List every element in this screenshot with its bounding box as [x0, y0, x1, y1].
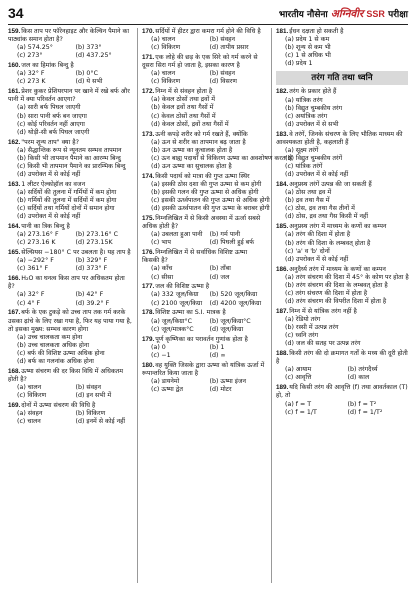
- book-suffix: परीक्षा: [388, 10, 408, 20]
- answer-option: (a) तरंग की दिशा में होता है: [285, 231, 351, 239]
- answer-option: (c) अयांत्रिक तरंग: [285, 112, 328, 120]
- question-number: 166.: [8, 275, 21, 283]
- answer-option: (d) f = 1/T²: [347, 408, 383, 416]
- question-item: [276, 308, 408, 348]
- question-number: 159.: [8, 28, 21, 35]
- answer-option: (b) किसी भी तापमान पैमाने का आरम्भ बिन्दु: [17, 154, 121, 162]
- question-stem: [276, 88, 408, 96]
- answer-option: (c) 273.16 K: [17, 239, 56, 247]
- answer-option: (b) 273.16° C: [75, 231, 118, 239]
- answer-option: (d) उपरोक्त में से कोई नहीं: [17, 213, 81, 221]
- question-item: [8, 28, 132, 60]
- answer-option: (c) f = 1/T: [285, 408, 317, 416]
- answer-option: (a) जूल/किग्रा°C: [151, 317, 193, 325]
- question-number: 164.: [8, 223, 21, 231]
- answer-option: (d) उपरोक्त में से कोई नहीं: [285, 255, 349, 263]
- answer-option: (c) 361° F: [17, 265, 49, 273]
- column-divider: [271, 28, 272, 583]
- answer-option: (a) ऊन से शरीर का तापमान बढ़ जाता है: [151, 138, 246, 146]
- answer-option: (c) विकिरण: [151, 78, 181, 86]
- question-text: प्रेशर कुकर प्रेशियरपान पर खाने में रखे बर्फ और पानी में क्या परिवर्तन आएगा?: [8, 88, 130, 104]
- answer-option: (a) डायनेमो: [151, 377, 180, 385]
- answer-option: (d) 4200 जूल/किग्रा: [209, 299, 262, 307]
- question-text: जल का हिमांक बिन्दु है: [21, 62, 74, 70]
- question-item: [142, 283, 266, 307]
- question-item: [8, 62, 132, 86]
- answer-option: (b) तरंग संचरण की दिशा के लम्बवत् होता है: [285, 281, 388, 289]
- question-number: 163.: [8, 180, 21, 188]
- question-text: एक लोहे की छड़ के एक सिरे को गर्म करने से दूसरा सिरा गर्म हो जाता है, इसका कारण है: [142, 54, 258, 70]
- answer-option: (c) तरंग संचरण की दिशा में होता है: [285, 289, 368, 297]
- question-number: 183.: [276, 130, 289, 138]
- answer-option: (d) 39.2° F: [75, 299, 110, 307]
- answer-options: [142, 180, 270, 213]
- question-number: 189.: [276, 384, 289, 392]
- answer-option: (b) ऊष्मा इंजन: [209, 377, 247, 385]
- answer-option: (b) विद्युत चुम्बकीय तरंगें: [285, 155, 343, 163]
- answer-option: (b) जूल/किग्रा°C: [209, 317, 251, 325]
- question-stem: [142, 131, 266, 139]
- answer-option: (b) उच्च चालकता अधिक होना: [17, 341, 89, 349]
- answer-options: [142, 231, 266, 247]
- question-number: 169.: [8, 402, 21, 410]
- answer-option: (a) −292° F: [17, 257, 54, 265]
- answer-option: (a) रेडियो तरंग: [285, 315, 321, 323]
- answer-option: (b) तरंगदैर्ध्य: [347, 366, 378, 374]
- answer-option: (b) 373°: [75, 44, 102, 52]
- answer-option: (d) बर्फ का गलनांक अधिक होना: [17, 358, 94, 366]
- question-stem: [8, 402, 132, 410]
- question-number: 171.: [142, 54, 155, 62]
- question-number: 186.: [276, 265, 289, 273]
- question-item: [276, 28, 408, 68]
- question-stem: [8, 88, 132, 104]
- answer-option: (b) 0°C: [75, 70, 98, 78]
- answer-option: (a) 0: [151, 343, 166, 351]
- answer-option: (c) बर्फ की विशिष्ट ऊष्मा अधिक होना: [17, 349, 105, 357]
- answer-options: [8, 257, 132, 273]
- question-stem: [276, 308, 408, 316]
- answer-option: (a) आयाम: [285, 366, 312, 374]
- question-number: 172.: [142, 88, 155, 96]
- question-item: [142, 215, 266, 247]
- section-heading: तरंग गति तथा ध्वनि: [276, 71, 408, 85]
- answer-options: [142, 70, 266, 86]
- answer-option: (c) विकिरण: [151, 44, 181, 52]
- answer-option: (b) गर्म पानी: [209, 231, 241, 239]
- question-number: 187.: [276, 307, 289, 315]
- book-prefix: भारतीय नौसेना: [278, 10, 328, 20]
- question-item: [8, 275, 132, 307]
- question-stem: [276, 131, 408, 147]
- question-stem: [276, 181, 408, 189]
- answer-option: (c) 2100 जूल/किग्रा: [151, 299, 203, 307]
- column-divider: [137, 28, 138, 583]
- answer-option: (d) ऊन ऊष्मा का सुचालक होता है: [151, 162, 232, 170]
- answer-option: (c) जूल/मात्रक°C: [151, 325, 194, 333]
- question-number: 160.: [8, 62, 21, 70]
- answer-option: (d) मोटर: [209, 385, 232, 393]
- header-rule: [8, 24, 408, 25]
- answer-options: [276, 147, 408, 179]
- question-number: 188.: [276, 350, 289, 358]
- answer-option: (c) ठोस, द्रव तथा गैस तीनों में: [285, 205, 355, 213]
- question-number: 167.: [8, 309, 21, 317]
- answer-option: (a) काँच: [151, 265, 173, 273]
- answer-option: (b) विद्युत चुम्बकीय तरंग: [285, 104, 343, 112]
- answer-option: (c) सर्दियों तथा गर्मियों दोनों में समान होगा: [17, 205, 115, 213]
- answer-option: (c) 4° F: [17, 299, 41, 307]
- answer-options: [8, 231, 132, 247]
- answer-options: [142, 378, 266, 394]
- answer-options: [276, 97, 408, 129]
- question-text: ईंधन दक्षता हो सकती है: [289, 28, 344, 35]
- question-stem: [142, 309, 266, 317]
- answer-option: (a) तरंग संचरण की दिशा में 45° के कोण पर होता है: [285, 273, 409, 281]
- question-item: [142, 54, 266, 86]
- answer-option: (b) इसकी गलन की गुप्त ऊष्मा से अधिक होगी: [151, 188, 259, 196]
- answer-option: (c) इसकी ऊर्ध्वपातन की गुप्त ऊष्मा से अधिक होगी: [151, 197, 270, 205]
- answer-option: (d) जूल/किग्रा: [209, 325, 244, 333]
- answer-option: (d) थोड़ी-सी बर्फ पिघल जाएगी: [17, 128, 90, 136]
- answer-options: [8, 70, 132, 86]
- question-item: [8, 181, 132, 221]
- answer-option: (b) तरंग की दिशा के लम्बवत् होता है: [285, 239, 371, 247]
- answer-option: (d) 373° F: [75, 265, 108, 273]
- answer-option: (b) केवल द्रवों तथा गैसों में: [151, 104, 214, 112]
- question-stem: [142, 28, 266, 36]
- answer-option: (b) रस्सी में उत्पन्न तरंग: [285, 324, 339, 332]
- question-item: [8, 249, 132, 273]
- answer-option: (b) 42° F: [75, 291, 104, 299]
- answer-option: (d) 273.15K: [75, 239, 113, 247]
- question-text: "परम शून्य ताप" क्या है?: [21, 138, 79, 146]
- answer-option: (a) उच्च चालकता कम होना: [17, 333, 83, 341]
- answer-options: [276, 366, 408, 382]
- answer-option: (d) पिघली हुई बर्फ: [209, 239, 255, 247]
- answer-option: (a) 32° F: [17, 291, 45, 299]
- answer-option: (a) 574.25°: [17, 44, 53, 52]
- question-text: वह युक्ति जिसके द्वारा ऊष्मा को यांत्रिक ऊर्जा में रूपान्तरित किया जाता है: [142, 361, 265, 377]
- answer-option: (c) केवल ठोसों तथा गैसों में: [151, 112, 216, 120]
- answer-option: (a) 273.16° F: [17, 231, 59, 239]
- answer-option: (a) सैद्धान्तिक रूप से न्यूनतम सम्भव तापमान: [17, 146, 122, 154]
- answer-option: (c) 273 K: [17, 78, 46, 86]
- question-item: [142, 28, 266, 52]
- answer-option: (b) द्रव तथा गैस में: [285, 197, 330, 205]
- answer-option: (b) ऊन ऊष्मा का कुचालक होता है: [151, 146, 233, 154]
- answer-option: (d) केवल ठोसों, द्रवों तथा गैसों में: [151, 120, 229, 128]
- question-text: तरंग के प्रकार होते हैं: [289, 88, 337, 96]
- answer-option: (d) उपरोक्त में से कोई नहीं: [285, 171, 349, 179]
- question-number: 180.: [142, 361, 155, 369]
- question-item: [276, 384, 408, 416]
- question-item: [8, 402, 132, 426]
- answer-option: (c) 'a' व 'b' दोनों: [285, 247, 330, 255]
- question-text: दोनों में ऊष्मा संचरण की विधि है: [21, 402, 96, 410]
- answer-option: (c) सीसा: [151, 273, 174, 281]
- answer-option: (a) केवल ठोसों तथा द्रवों में: [151, 96, 216, 104]
- answer-option: (b) f = T²: [347, 400, 377, 408]
- question-stem: [8, 309, 132, 333]
- answer-option: (c) भाप: [151, 239, 172, 247]
- question-item: [142, 362, 266, 394]
- answer-option: (b) ताँबा: [209, 265, 231, 273]
- question-text: यदि किसी तरंग की आवृत्ति (f) तथा आवर्तकाल (T) हो, तो: [276, 384, 408, 400]
- question-number: 176.: [142, 249, 155, 257]
- question-number: 175.: [142, 215, 155, 223]
- answer-option: (c) किसी भी तापमान पैमाने का प्रारम्भिक बिन्दु: [17, 162, 126, 170]
- question-stem: [142, 215, 266, 231]
- question-number: 168.: [8, 367, 21, 375]
- answer-options: [276, 401, 408, 417]
- answer-options: [142, 96, 266, 128]
- answer-option: (d) जल: [209, 273, 230, 281]
- answer-options: [8, 291, 132, 307]
- question-stem: [276, 350, 408, 366]
- answer-option: (a) चालन: [17, 384, 42, 392]
- question-number: 162.: [8, 138, 21, 146]
- answer-option: (d) इसकी ऊर्ध्वपातन की गुप्त ऊष्मा के बराबर होगी: [151, 205, 270, 213]
- answer-options: [142, 291, 266, 307]
- answer-option: (c) ऊष्मा द्वेत: [151, 385, 183, 393]
- question-text: विशिष्ट ऊष्मा का S.I. मात्रक है: [155, 309, 226, 317]
- answer-options: [142, 265, 266, 281]
- question-number: 173.: [142, 130, 155, 138]
- question-item: [276, 223, 408, 263]
- answer-option: (c) ध्वनि तरंग: [285, 332, 319, 340]
- question-text: वे तरंगें, जिनके संचरण के लिए भौतिक माध्यम की आवश्यकता होती है, कहलाती हैं: [276, 130, 403, 146]
- answer-options: [142, 36, 266, 52]
- question-text: अनुदैर्ध्य तरंग में माध्यम के कणों का कम्पन: [289, 265, 386, 273]
- answer-option: (d) उपरोक्त में से सभी: [285, 120, 339, 128]
- question-number: 161.: [8, 88, 21, 96]
- question-item: [8, 88, 132, 137]
- answer-options: [8, 147, 132, 179]
- question-stem: [142, 249, 266, 265]
- question-item: [142, 249, 266, 281]
- answer-option: (a) यांत्रिक तरंग: [285, 96, 323, 104]
- question-column-3: [276, 28, 408, 419]
- answer-options: [8, 189, 132, 221]
- answer-option: (b) विकिरण: [75, 410, 106, 418]
- question-item: [8, 139, 132, 179]
- question-text: निम्न में से यांत्रिक तरंग नहीं है: [289, 307, 357, 315]
- book-title: [279, 7, 408, 21]
- question-number: 181.: [276, 28, 289, 35]
- answer-option: (d) उपरोक्त में से कोई नहीं: [17, 170, 81, 178]
- question-item: [142, 309, 266, 333]
- question-number: 165.: [8, 249, 21, 257]
- question-text: किसी तरंग की दो क्रमागत गर्तों के मध्य की दूरी होती है: [276, 350, 408, 366]
- question-text: अनुप्रस्थ तरंग में माध्यम के कणों का कम्पन: [289, 223, 387, 231]
- question-stem: [8, 275, 132, 291]
- question-text: ऊष्मा संचरण की दर किस विधि में अधिकतम होती है?: [8, 367, 124, 384]
- question-item: [8, 368, 132, 400]
- question-column-1: [8, 28, 132, 428]
- answer-option: (d) विसरण: [209, 78, 237, 86]
- page-number: 34: [8, 5, 24, 21]
- answer-options: [276, 231, 408, 263]
- question-text: निम्नलिखित में से सर्वाधिक विशिष्ट ऊष्मा किसकी है?: [142, 249, 248, 265]
- answer-option: (c) विकिरण: [17, 392, 47, 400]
- question-text: किसी पदार्थ को मात्रा की गुप्त ऊष्मा स्थिर: [155, 172, 250, 180]
- answer-option: (c) कोई परिवर्तन नहीं आएगा: [17, 120, 85, 128]
- answer-option: (a) सारी बर्फ पिघल जाएगी: [17, 104, 81, 112]
- question-item: [276, 131, 408, 180]
- answer-option: (a) सूक्ष्म तरंगें: [285, 146, 319, 154]
- book-ssr: SSR: [366, 9, 385, 19]
- answer-option: (d) ठोस, द्रव तथा गैस किसी में नहीं: [285, 213, 368, 221]
- question-item: [8, 223, 132, 247]
- answer-option: (a) प्रदेय 1 से कम: [285, 36, 330, 44]
- question-text: अनुप्रस्थ तरंगें उत्पन्न की जा सकती हैं: [289, 181, 372, 189]
- answer-options: [8, 44, 132, 60]
- answer-option: (d) ∞: [209, 351, 226, 359]
- question-item: [142, 336, 266, 360]
- question-text: ऊनी कपड़े शरीर को गर्म रखते हैं, क्योंकि: [155, 130, 248, 138]
- question-number: 184.: [276, 181, 289, 189]
- answer-option: (c) −1: [151, 351, 171, 359]
- question-text: बर्फ के एक टुकड़े को उच्च ताप तक गर्म करके उसका ढ़ांचे के लिए रखा गया है, फिर यह पाया गया है, तो इसका मुख्य: सम्भव कारण होगा: [8, 309, 132, 333]
- answer-option: (a) ठोस तथा द्रव में: [285, 189, 332, 197]
- answer-option: (a) संवहन: [17, 410, 43, 418]
- answer-options: [8, 384, 132, 400]
- answer-option: (a) चालन: [151, 36, 176, 44]
- answer-option: (a) 332 जूल/किग्रा: [151, 291, 199, 299]
- question-text: 1 लीटर ऐल्कोहॉल का वजन: [21, 180, 86, 188]
- question-stem: [142, 54, 266, 70]
- answer-options: [142, 318, 266, 334]
- question-text: निम्न में से संवहन होता है: [155, 88, 213, 96]
- answer-option: (d) काल: [347, 374, 370, 382]
- answer-option: (b) संवहन: [75, 384, 102, 392]
- question-stem: [276, 266, 408, 274]
- answer-options: [142, 138, 293, 171]
- answer-option: (b) 520 जूल/किग्रा: [209, 291, 258, 299]
- answer-option: (c) ऊन बाह्य पदार्थों से विकिरण ऊष्मा का अवशोषण करता है: [151, 154, 293, 162]
- answer-options: [276, 316, 408, 348]
- question-item: [276, 88, 408, 128]
- answer-option: (c) 1 से अधिक भी: [285, 52, 331, 60]
- answer-options: [142, 344, 266, 360]
- answer-option: (d) इनमें से कोई नहीं: [75, 418, 126, 426]
- question-number: 182.: [276, 88, 289, 96]
- answer-option: (b) 329° F: [75, 257, 108, 265]
- question-stem: [8, 181, 132, 189]
- question-item: [8, 309, 132, 366]
- answer-options: [8, 104, 132, 136]
- answer-option: (a) f = T: [285, 400, 312, 408]
- answer-option: (d) तापीय प्रसार: [209, 44, 249, 52]
- question-number: 177.: [142, 283, 155, 291]
- answer-option: (b) शून्य से कम भी: [285, 44, 331, 52]
- question-text: H₂O का घनत्व किस ताप पर अधिकतम होता है?: [8, 275, 125, 291]
- question-text: पूर्ण कृष्णिका का परावर्तन गुणांक होता है: [155, 335, 248, 343]
- answer-options: [276, 189, 408, 221]
- question-number: 185.: [276, 223, 289, 231]
- answer-option: (d) प्रदेय 1: [285, 60, 313, 68]
- question-item: [276, 181, 408, 221]
- question-number: 174.: [142, 172, 155, 180]
- book-brand: अग्निवीर: [330, 8, 364, 20]
- answer-option: (d) इन सभी में: [75, 392, 112, 400]
- question-stem: [142, 173, 266, 181]
- answer-option: (d) ये सभी: [75, 78, 103, 86]
- question-text: निम्नलिखित में से किसी अवस्था में ऊर्जा सबसे अधिक होती है?: [142, 215, 261, 231]
- question-number: 170.: [142, 28, 155, 35]
- question-number: 178.: [142, 309, 155, 317]
- question-text: पानी का त्रिक बिन्दु है: [21, 223, 70, 231]
- answer-option: (a) उबलता हुआ पानी: [151, 231, 203, 239]
- answer-option: (d) जल की सतह पर उत्पन्न तरंग: [285, 340, 361, 348]
- answer-option: (b) संवहन: [209, 36, 236, 44]
- question-stem: [8, 368, 132, 384]
- answer-option: (a) सर्दियों की तुलना में गर्मियों में कम होगा: [17, 188, 117, 196]
- question-text: सर्दियों में हीटर द्वारा कमरा गर्म होने की विधि है: [155, 28, 261, 35]
- question-text: सेल्सियस −180° C पर उबलता है। यह ताप है: [21, 249, 131, 257]
- answer-option: (c) चालन: [17, 418, 41, 426]
- answer-option: (b) संवहन: [209, 70, 236, 78]
- answer-option: (c) आवृत्ति: [285, 374, 312, 382]
- answer-options: [276, 274, 408, 306]
- answer-option: (c) यांत्रिक तरंगें: [285, 163, 323, 171]
- question-stem: [142, 362, 266, 378]
- answer-option: (c) 273°: [17, 52, 43, 60]
- answer-options: [8, 334, 132, 366]
- question-item: [276, 266, 408, 306]
- answer-options: [276, 36, 408, 68]
- question-text: जल की विशिष्ट ऊष्मा है: [155, 283, 210, 291]
- question-stem: [8, 139, 132, 147]
- question-text: किस ताप पर फॉरेनहाइट और केल्विन पैमाने का पाठ्यांक समान होता है?: [8, 28, 129, 44]
- page-header: [8, 4, 408, 24]
- answer-option: (a) चालन: [151, 70, 176, 78]
- question-number: 179.: [142, 335, 155, 343]
- answer-option: (d) 437.25°: [75, 52, 112, 60]
- question-stem: [276, 384, 408, 400]
- question-item: [276, 350, 408, 382]
- question-stem: [142, 336, 266, 344]
- question-item: [142, 172, 270, 213]
- answer-option: (d) तरंग संचरण की विपरीत दिशा में होता है: [285, 298, 387, 305]
- answer-option: (b) 1: [209, 343, 225, 351]
- answer-option: (b) गर्मियों की तुलना में सर्दियों में कम होगा: [17, 197, 117, 205]
- answer-option: (a) 32° F: [17, 70, 45, 78]
- question-item: [142, 88, 266, 128]
- question-stem: [8, 28, 132, 44]
- answer-options: [8, 410, 132, 426]
- answer-option: (a) इसकी ठोस दशा की गुप्त ऊष्मा से कम होगी: [151, 180, 262, 188]
- answer-option: (b) सारा पानी बर्फ बन जाएगा: [17, 112, 87, 120]
- question-stem: [276, 28, 408, 36]
